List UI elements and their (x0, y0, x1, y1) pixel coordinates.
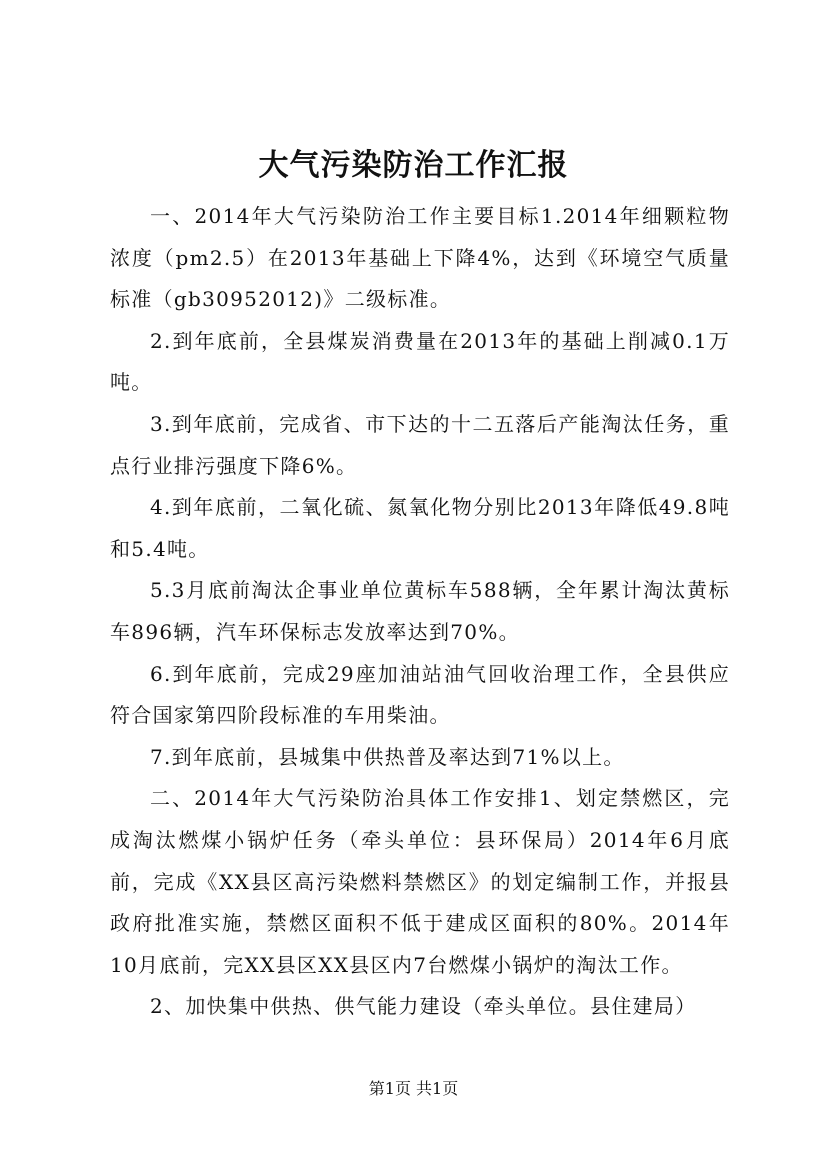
document-title: 大气污染防治工作汇报 (258, 148, 569, 183)
paragraph-target-6: 6.到年底前，完成29座加油站油气回收治理工作，全县供应符合国家第四阶段标准的车用柴油。 (110, 661, 730, 728)
page-footer: 第1页 共1页 (368, 1079, 459, 1098)
paragraph-target-3: 3.到年底前，完成省、市下达的十二五落后产能淘汰任务，重点行业排污强度下降6%。 (110, 411, 730, 478)
paragraph-work-plan-2: 2、加快集中供热、供气能力建设（牵头单位。县住建局） (150, 994, 697, 1019)
paragraph-target-1: 一、2014年大气污染防治工作主要目标1.2014年细颗粒物浓度（pm2.5）在2013年基础上下降4%，达到《环境空气质量标准（gb30952012)》二级标准。 (110, 204, 730, 312)
paragraph-work-plan-1: 二、2014年大气污染防治具体工作安排1、划定禁燃区，完成淘汰燃煤小锅炉任务（牵头单位：县环保局）2014年6月底前，完成《XX县区高污染燃料禁燃区》的划定编制工作，并报县政府批准实施，禁燃区面积不低于建成区面积的80%。2014年10月底前，完XX县区XX县区内7台燃煤小锅炉的淘汰工作。 (110, 786, 730, 977)
paragraph-target-5: 5.3月底前淘汰企事业单位黄标车588辆，全年累计淘汰黄标车896辆，汽车环保标志发放率达到70%。 (110, 578, 730, 644)
paragraph-target-7: 7.到年底前，县城集中供热普及率达到71%以上。 (150, 744, 625, 769)
paragraph-target-2: 2.到年底前，全县煤炭消费量在2013年的基础上削减0.1万吨。 (110, 328, 730, 395)
document-body (110, 196, 730, 1028)
paragraph-target-4: 4.到年底前，二氧化硫、氮氧化物分别比2013年降低49.8吨和5.4吨。 (110, 495, 730, 561)
